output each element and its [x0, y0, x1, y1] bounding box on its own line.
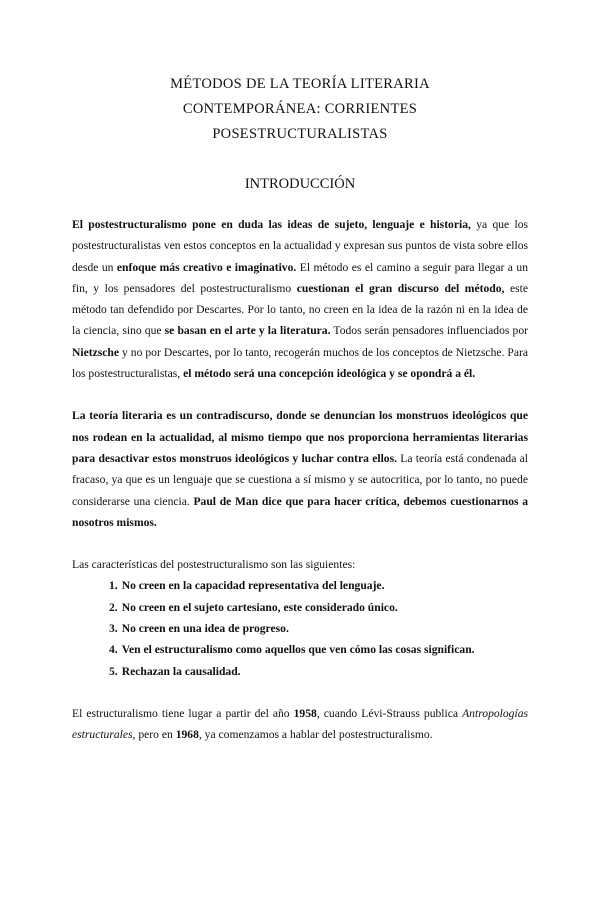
year-1968: 1968	[175, 728, 199, 742]
year-1958: 1958	[293, 706, 317, 720]
list-number: 2.	[109, 600, 118, 614]
paragraph-gap	[72, 682, 528, 703]
book-title: Antropologías estructurales	[72, 706, 529, 742]
list-text: No creen en el sujeto cartesiano, este considerado único.	[121, 600, 398, 614]
title-line-3: POSESTRUCTURALISTAS	[212, 126, 388, 142]
title-line-2: CONTEMPORÁNEA: CORRIENTES	[182, 101, 418, 117]
body-text: , ya comenzamos a hablar del postestructuralismo.	[198, 728, 433, 742]
body-text: y no por Descartes, por lo tanto, recogerán muchos de los conceptos de Nietzsche. Para los postestructuralistas,	[72, 345, 528, 381]
list-number: 5.	[109, 664, 118, 678]
list-text: No creen en una idea de progreso.	[121, 622, 289, 636]
bold-text: enfoque más creativo e imaginativo.	[116, 260, 297, 274]
list-item	[109, 661, 528, 682]
paragraph-history	[72, 703, 528, 746]
paragraph-intro	[72, 214, 528, 384]
list-item	[109, 575, 528, 596]
body-text: El estructuralismo tiene lugar a partir del año	[72, 706, 294, 720]
title-line-1: MÉTODOS DE LA TEORÍA LITERARIA	[170, 76, 430, 92]
list-text: Ven el estructuralismo como aquellos que ven cómo las cosas significan.	[121, 643, 475, 657]
section-heading: INTRODUCCIÓN	[244, 176, 356, 192]
body-text: , pero en	[132, 728, 176, 742]
bold-text: cuestionan el gran discurso del método,	[296, 281, 505, 295]
bold-text: Paul de Man dice que para hacer crítica, debemos cuestionarnos a nosotros mismos.	[72, 494, 528, 529]
list-item	[109, 639, 528, 660]
list-number: 1.	[109, 579, 118, 593]
bold-text: el método será una concepción ideológica y se opondrá a él.	[183, 367, 476, 381]
body-text: Todos serán pensadores influenciados por	[330, 324, 528, 338]
paragraph-gap	[72, 384, 528, 405]
body-text: , cuando Lévi-Strauss publica	[316, 706, 463, 720]
list-number: 4.	[109, 643, 118, 657]
list-item	[109, 597, 528, 618]
bold-text: El postestructuralismo pone en duda las ideas de sujeto, lenguaje e historia,	[72, 218, 471, 231]
paragraph-gap	[72, 533, 528, 554]
list-item	[109, 618, 528, 639]
list-intro: Las características del postestructuralismo son las siguientes:	[72, 558, 356, 572]
bold-text: se basan en el arte y la literatura.	[164, 324, 331, 338]
paragraph-theory	[72, 405, 528, 533]
body-text: El método es el camino a seguir para llegar a un fin, y los pensadores del postestructuralismo	[72, 260, 528, 295]
characteristics-list	[72, 575, 528, 681]
list-number: 3.	[109, 622, 118, 636]
bold-text: Nietzsche	[72, 345, 119, 359]
list-text: No creen en la capacidad representativa del lenguaje.	[121, 579, 385, 593]
body-text: este método tan defendido por Descartes. Por lo tanto, no creen en la idea de la razón ni en la idea de la ciencia, sino que	[72, 281, 528, 338]
document-page	[0, 72, 600, 920]
body-text: ya que los postestructuralistas ven estos conceptos en la actualidad y expresan sus puntos de vista sobre ellos desde un	[72, 218, 528, 274]
document-title	[72, 72, 528, 147]
bold-text: La teoría literaria es un contradiscurso, donde se denuncian los monstruos ideológicos que nos rodean en la actualidad, al mismo tiempo que nos proporciona herramientas literarias para desactivar estos monstruos ideológicos y luchar contra ellos.	[72, 409, 528, 465]
list-text: Rechazan la causalidad.	[121, 664, 241, 678]
body-text: La teoría está condenada al fracaso, ya que es un lenguaje que se cuestiona a sí mismo y se autocritica, por lo tanto, no puede considerarse una ciencia.	[72, 451, 528, 508]
